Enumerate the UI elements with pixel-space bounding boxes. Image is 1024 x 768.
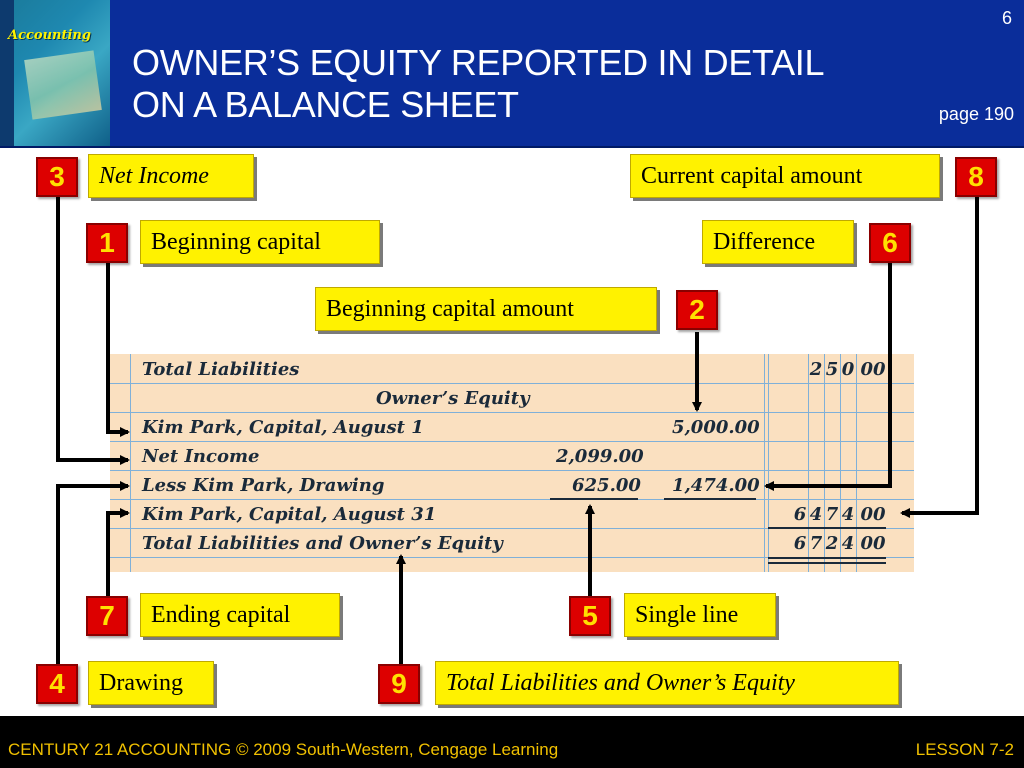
- slide-number: 6: [1001, 8, 1012, 28]
- callout-2-label: Beginning capital amount: [315, 287, 657, 331]
- page-reference: page 190: [938, 104, 1014, 124]
- row-label-capital-aug31: Kim Park, Capital, August 31: [142, 504, 437, 525]
- total-digit: 5: [825, 359, 839, 380]
- slide-footer: [0, 716, 1024, 768]
- amount-beginning-capital: 5,000.00: [672, 417, 760, 438]
- row-label-owners-equity: Owner’s Equity: [376, 388, 530, 409]
- row-label-total-liab-equity: Total Liabilities and Owner’s Equity: [142, 533, 503, 554]
- total-digit: 6: [793, 504, 807, 525]
- callout-3-number: 3: [36, 157, 78, 197]
- callout-6-label: Difference: [702, 220, 854, 264]
- amount-difference: 1,474.00: [672, 475, 760, 496]
- footer-copyright: CENTURY 21 ACCOUNTING © 2009 South-Western, Cengage Learning: [8, 740, 559, 759]
- cover-brand-text: Accounting: [8, 28, 91, 43]
- title-line-1: OWNER’S EQUITY REPORTED IN DETAIL: [132, 42, 825, 83]
- row-label-drawing: Less Kim Park, Drawing: [142, 475, 385, 496]
- total-digit: 6: [793, 533, 807, 554]
- total-digit: 4: [841, 533, 855, 554]
- arrow-6-difference: [766, 263, 890, 486]
- total-digit: 2: [809, 359, 823, 380]
- row-label-capital-aug1: Kim Park, Capital, August 1: [142, 417, 424, 438]
- total-cents: 00: [860, 533, 886, 554]
- callout-7-number: 7: [86, 596, 128, 636]
- total-cents: 00: [860, 359, 886, 380]
- footer-lesson: LESSON 7-2: [915, 740, 1014, 759]
- callout-2-number: 2: [676, 290, 718, 330]
- callout-1-label: Beginning capital: [140, 220, 380, 264]
- callout-4-label: Drawing: [88, 661, 214, 705]
- arrow-1-beginning-capital: [108, 263, 128, 432]
- callout-8-label: Current capital amount: [630, 154, 940, 198]
- amount-drawing: 625.00: [572, 475, 641, 496]
- total-digit: 2: [825, 533, 839, 554]
- amount-net-income: 2,099.00: [556, 446, 644, 467]
- total-digit: 0: [841, 359, 855, 380]
- title-line-2: ON A BALANCE SHEET: [132, 84, 519, 125]
- callout-1-number: 1: [86, 223, 128, 263]
- arrow-8-current-capital: [902, 197, 977, 513]
- callout-7-label: Ending capital: [140, 593, 340, 637]
- callout-5-label: Single line: [624, 593, 776, 637]
- total-digit: 4: [809, 504, 823, 525]
- callout-9-label: Total Liabilities and Owner’s Equity: [435, 661, 899, 705]
- callout-4-number: 4: [36, 664, 78, 704]
- total-digit: 4: [841, 504, 855, 525]
- callout-3-label: Net Income: [88, 154, 254, 198]
- callout-5-number: 5: [569, 596, 611, 636]
- arrow-3-net-income: [58, 197, 128, 460]
- total-digit: 7: [809, 533, 823, 554]
- total-digit: 7: [825, 504, 839, 525]
- row-label-total-liabilities: Total Liabilities: [142, 359, 300, 380]
- row-label-net-income: Net Income: [142, 446, 260, 467]
- callout-6-number: 6: [869, 223, 911, 263]
- total-cents: 00: [860, 504, 886, 525]
- callout-8-number: 8: [955, 157, 997, 197]
- arrow-7-ending-capital: [108, 513, 128, 596]
- callout-9-number: 9: [378, 664, 420, 704]
